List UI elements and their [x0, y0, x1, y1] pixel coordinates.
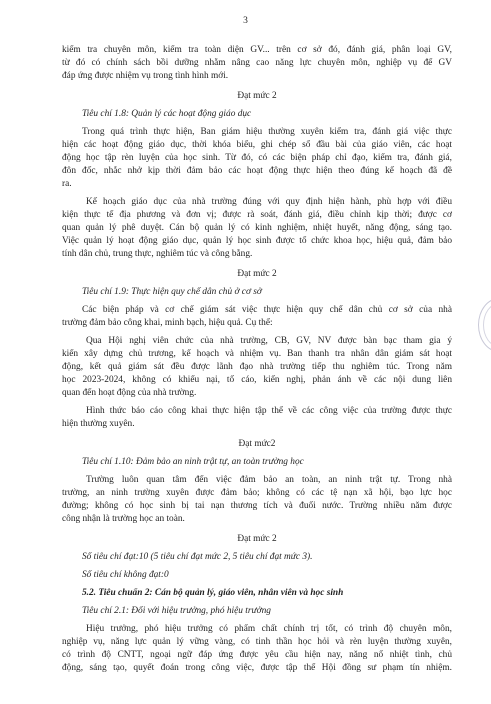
text-line: hiện các hoạt động giáo dục, thời khóa biểu, ghi chép sổ đầu bài của giáo viên, các hoạt [62, 140, 452, 150]
criterion-heading: Tiêu chí 2.1: Đối với hiệu trưởng, phó hiệu trưởng [82, 606, 271, 616]
text-line: Hình thức báo cáo công khai thực hiện tập thể về các công việc của trường được thực [86, 406, 452, 416]
text-line: động, sáng tạo, quyết đoán trong công việc, được tập thể Hội đồng sư phạm tín nhiệm. [62, 663, 452, 673]
rating-label: Đạt mức 2 [237, 534, 277, 544]
text-line: động, kết quả giám sát đều được lãnh đạo nhà trường tiếp thu nghiêm túc. Trong năm [62, 362, 452, 372]
criterion-heading: Tiêu chí 1.9: Thực hiện quy chế dân chủ ở cơ sở [82, 287, 262, 297]
page-number: 3 [243, 16, 248, 26]
text-line: công nhận là trường học an toàn. [62, 514, 185, 524]
text-line: Qua Hội nghị viên chức của nhà trường, CB, GV, NV được bàn bạc tham gia ý [86, 336, 452, 346]
text-line: đáp ứng được nhiệm vụ trong tình hình mới. [62, 71, 229, 81]
summary-line: Số tiêu chí đạt:10 (5 tiêu chí đạt mức 2, 5 tiêu chí đạt mức 3). [82, 552, 313, 562]
criterion-heading: Tiêu chí 1.8: Quản lý các hoạt động giáo dục [82, 109, 252, 119]
text-line: tính dân chủ, trung thực, nghiêm túc và công bằng. [62, 249, 253, 259]
text-line: trường, an ninh trường xuyên được đảm bảo; không có các tệ nạn xã hội, bạo lực học [62, 488, 452, 498]
text-line: học 2023-2024, không có khiếu nại, tố cáo, kiến nghị, phản ánh về các nội dung liên [62, 375, 452, 385]
text-line: quan quản lý phê duyệt. Cán bộ quản lý có kinh nghiệm, nhiệt huyết, năng động, sáng tạo. [62, 223, 452, 233]
rating-label: Đạt mức 2 [237, 91, 277, 101]
text-line: Trong quá trình thực hiện, Ban giám hiệu thường xuyên kiểm tra, đánh giá việc thực [82, 127, 452, 137]
text-line: kiện thực tế địa phương và đơn vị; được rà soát, đánh giá, điều chỉnh kịp thời; được cơ [62, 210, 452, 220]
text-line: kiến xây dựng chủ trương, kế hoạch và nhiệm vụ. Ban thanh tra nhân dân giám sát hoạt [62, 349, 452, 359]
text-line: đôn đốc, nhắc nhở kịp thời đảm bảo các hoạt động thực hiện theo đúng kế hoạch đã đề [62, 166, 452, 176]
text-line: Việc quản lý hoạt động giáo dục, quản lý học sinh được tổ chức khoa học, hiệu quả, đảm bảo [62, 236, 452, 246]
rating-label: Đạt mức 2 [237, 269, 277, 279]
text-line: nghiệp vụ, năng lực quản lý vững vàng, có tinh thần học hỏi và rèn luyện thường xuyên, [62, 637, 452, 647]
text-line: Kế hoạch giáo dục của nhà trường đúng với quy định hiện hành, phù hợp với điều [86, 197, 452, 207]
text-line: hiện thường xuyên. [62, 419, 135, 429]
stamp-mark [478, 298, 491, 352]
criterion-heading: Tiêu chí 1.10: Đảm bảo an ninh trật tự, an toàn trường học [82, 457, 304, 467]
text-line: có trình độ CNTT, ngoại ngữ đáp ứng được yêu cầu hiện nay, năng nổ nhiệt tình, chủ [62, 650, 452, 660]
text-line: quan đến hoạt động của nhà trường. [62, 388, 197, 398]
text-line: Hiệu trưởng, phó hiệu trưởng có phẩm chất chính trị tốt, có trình độ chuyên môn, [86, 624, 452, 634]
text-line: trường đảm bảo công khai, minh bạch, hiệu quả. Cụ thể: [62, 318, 273, 328]
text-line: ra. [62, 179, 72, 189]
standard-heading: 5.2. Tiêu chuẩn 2: Cán bộ quản lý, giáo viên, nhân viên và học sinh [82, 588, 344, 598]
text-line: từ đó có chính sách bồi dưỡng nhằm nâng cao năng lực chuyên môn, nghiệp vụ để GV [62, 58, 452, 68]
text-line: Trường luôn quan tâm đến việc đảm bảo an toàn, an ninh trật tự. Trong nhà [86, 475, 452, 485]
text-line: kiểm tra chuyên môn, kiểm tra toàn diện GV... trên cơ sở đó, đánh giá, phân loại GV, [62, 45, 452, 55]
summary-line: Số tiêu chí không đạt:0 [82, 570, 169, 580]
text-line: đường; không có học sinh bị tai nạn thương tích và đuối nước. Trường nhiều năm được [62, 501, 452, 511]
text-line: động học tập rèn luyện của học sinh. Từ đó, có các biện pháp chỉ đạo, kiểm tra, đánh giá, [62, 153, 452, 163]
text-line: Các biện pháp và cơ chế giám sát việc thực hiện quy chế dân chủ cơ sở của nhà [82, 305, 452, 315]
rating-label: Đạt mức2 [238, 439, 276, 449]
